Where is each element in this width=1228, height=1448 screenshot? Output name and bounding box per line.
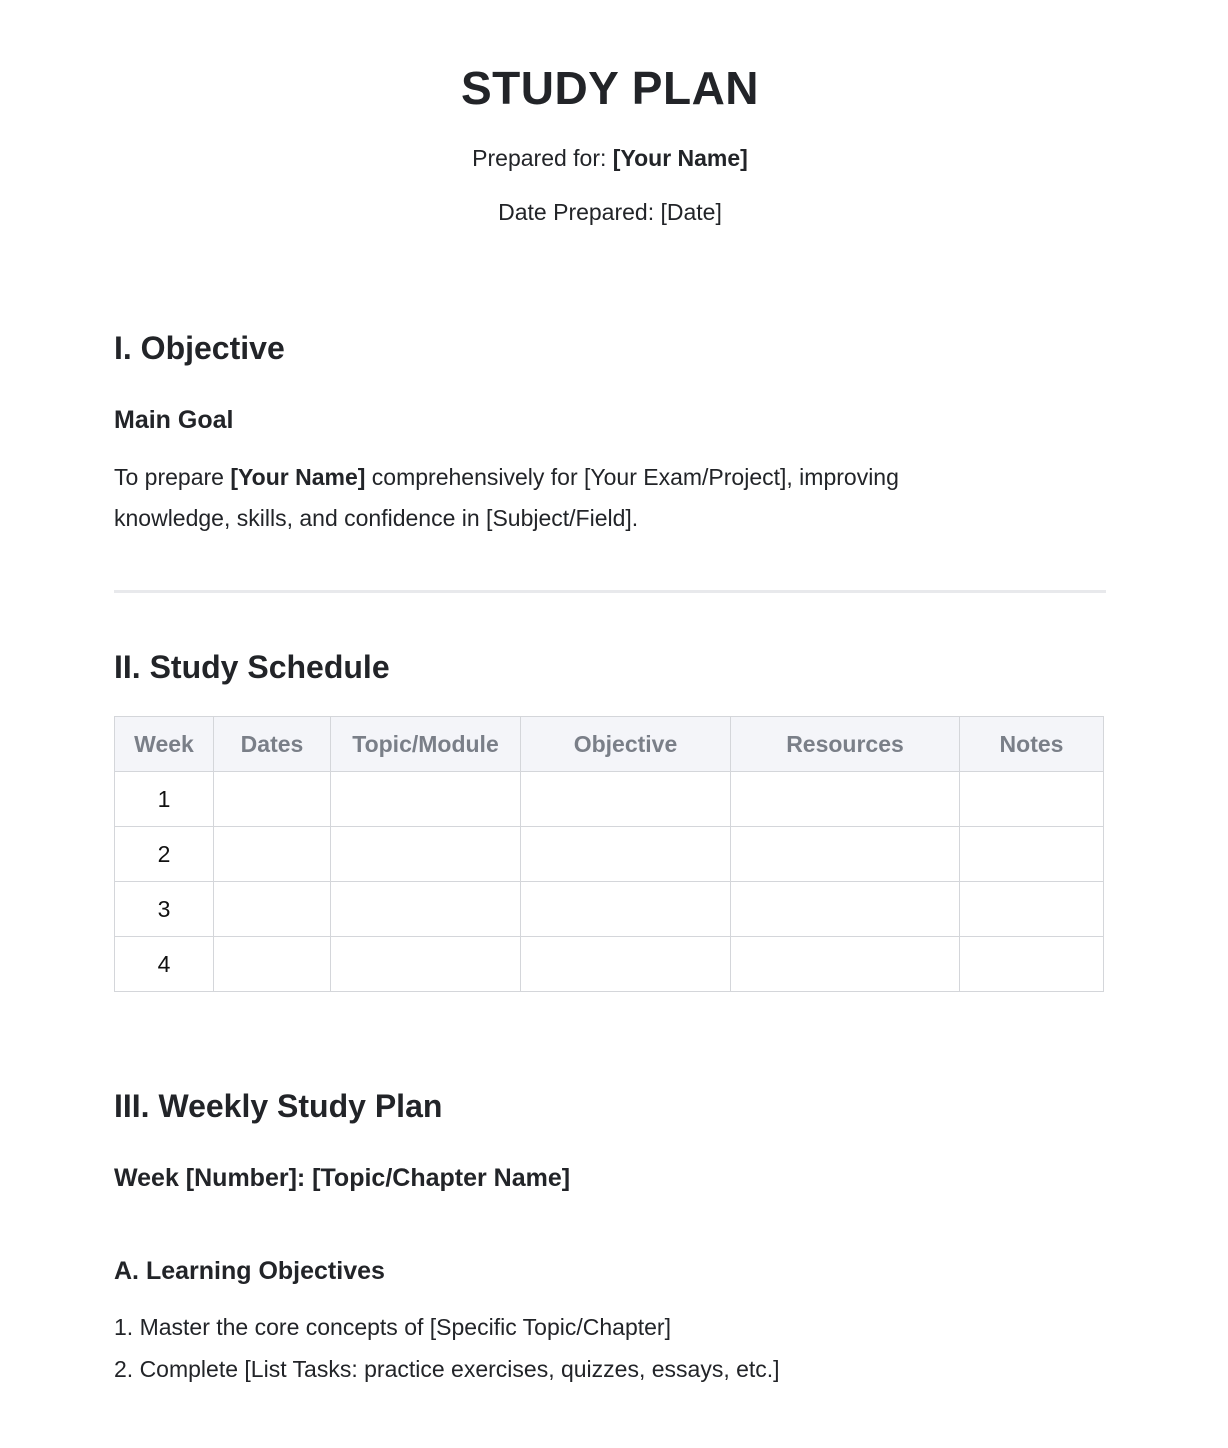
cell-objective [521,772,731,827]
section-divider [114,590,1106,593]
cell-dates [214,882,331,937]
prepared-for-line [114,143,1106,173]
main-goal-text [114,457,1014,539]
study-schedule-table [114,716,1104,992]
section-heading-weekly-plan: III. Weekly Study Plan [114,1088,443,1124]
cell-notes [960,827,1104,882]
table-row [115,882,1104,937]
column-header-objective: Objective [521,717,731,772]
column-header-week: Week [115,717,214,772]
column-header-dates: Dates [214,717,331,772]
section-heading-objective: I. Objective [114,330,285,366]
main-goal-text-end: comprehensively for [Your Exam/Project], improving knowledge, skills, and confidence in [Subject/Field]. [114,464,899,531]
cell-resources [731,772,960,827]
cell-objective [521,937,731,992]
learning-objectives-heading: A. Learning Objectives [114,1257,385,1285]
cell-notes [960,772,1104,827]
main-goal-name: [Your Name] [230,464,366,490]
date-prepared-label: Date Prepared: [498,199,655,225]
column-header-notes: Notes [960,717,1104,772]
learning-objectives-list [114,1306,780,1390]
cell-resources [731,882,960,937]
cell-notes [960,937,1104,992]
cell-objective [521,827,731,882]
main-goal-heading: Main Goal [114,406,234,434]
cell-objective [521,882,731,937]
table-header-row [115,717,1104,772]
cell-topic-module [331,827,521,882]
table-row [115,937,1104,992]
cell-resources [731,827,960,882]
prepared-for-value: [Your Name] [612,145,748,171]
cell-week: 2 [115,827,214,882]
cell-topic-module [331,882,521,937]
cell-dates [214,937,331,992]
list-item: 2. Complete [List Tasks: practice exercises, quizzes, essays, etc.] [114,1356,780,1382]
cell-resources [731,937,960,992]
cell-notes [960,882,1104,937]
date-prepared-value: [Date] [660,199,722,225]
document-title: STUDY PLAN [460,62,760,114]
section-heading-schedule: II. Study Schedule [114,649,390,685]
main-goal-text-start: To prepare [114,464,224,490]
cell-dates [214,772,331,827]
cell-week: 4 [115,937,214,992]
date-prepared-line [114,197,1106,227]
column-header-topic-module: Topic/Module [331,717,521,772]
table-row [115,827,1104,882]
cell-dates [214,827,331,882]
prepared-for-label: Prepared for: [472,145,607,171]
cell-week: 3 [115,882,214,937]
column-header-resources: Resources [731,717,960,772]
table-row [115,772,1104,827]
week-title-heading: Week [Number]: [Topic/Chapter Name] [114,1164,571,1192]
list-item: 1. Master the core concepts of [Specific Topic/Chapter] [114,1314,671,1340]
cell-topic-module [331,937,521,992]
cell-topic-module [331,772,521,827]
cell-week: 1 [115,772,214,827]
